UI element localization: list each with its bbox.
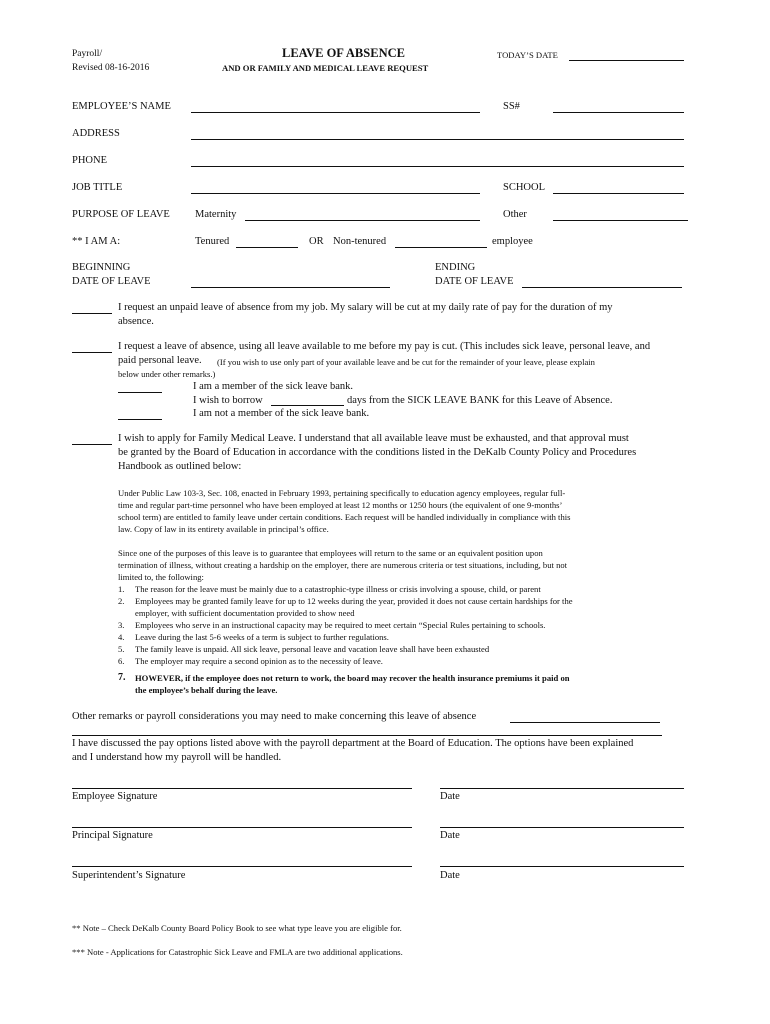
law-item-7-text-2: the employee’s behalf during the leave. bbox=[135, 685, 278, 695]
option-paid-note: (If you wish to use only part of your available leave and be cut for the remainder of your leave, please explain bbox=[217, 357, 595, 367]
law-item-num: 1. bbox=[118, 584, 125, 594]
tenured-field[interactable] bbox=[236, 247, 298, 248]
discussed-text: I have discussed the pay options listed above with the payroll department at the Board of Education. The options have been explained bbox=[72, 738, 634, 749]
law-item-text: The employer may require a second opinion as to the necessity of leave. bbox=[135, 656, 383, 666]
sick-bank-borrow-days-field[interactable] bbox=[271, 405, 344, 406]
law-item-num: 2. bbox=[118, 596, 125, 606]
i-am-a-label: ** I AM A: bbox=[72, 236, 121, 247]
tenured-label: Tenured bbox=[195, 236, 230, 247]
superintendent-date-line[interactable] bbox=[440, 866, 684, 867]
maternity-label: Maternity bbox=[195, 209, 237, 220]
law-para1-line1: Under Public Law 103-3, Sec. 108, enacted in February 1993, pertaining specifically to education agency employees, regular full- bbox=[118, 488, 566, 498]
other-label: Other bbox=[503, 209, 527, 220]
employee-signature-line[interactable] bbox=[72, 788, 412, 789]
ending-label: ENDING bbox=[435, 262, 476, 273]
principal-signature-label: Principal Signature bbox=[72, 830, 153, 841]
payroll-label: Payroll/ bbox=[72, 49, 103, 59]
law-item-num: 3. bbox=[118, 620, 125, 630]
superintendent-date-label: Date bbox=[440, 870, 460, 881]
law-para2-line2: termination of illness, without creating a hardship on the employer, there are numerous criteria or test situations, including, but not bbox=[118, 560, 568, 570]
option-unpaid-text: I request an unpaid leave of absence from my job. My salary will be cut at my daily rate of pay for the duration of my bbox=[118, 302, 613, 313]
law-para2-line3: limited to, the following: bbox=[118, 572, 204, 582]
employee-date-line[interactable] bbox=[440, 788, 684, 789]
sick-bank-borrow-post: days from the SICK LEAVE BANK for this Leave of Absence. bbox=[347, 395, 613, 406]
revised-date: Revised 08-16-2016 bbox=[72, 63, 150, 73]
principal-signature-line[interactable] bbox=[72, 827, 412, 828]
sick-bank-member-text: I am a member of the sick leave bank. bbox=[193, 381, 354, 392]
beginning-date-label: DATE OF LEAVE bbox=[72, 276, 151, 287]
option-fmla-text-3: Handbook as outlined below: bbox=[118, 461, 242, 472]
law-item-num: 5. bbox=[118, 644, 125, 654]
option-fmla-text-2: be granted by the Board of Education in accordance with the conditions listed in the DeKalb County Policy and Procedures bbox=[118, 447, 637, 458]
principal-date-line[interactable] bbox=[440, 827, 684, 828]
employee-label: employee bbox=[492, 236, 533, 247]
law-item-7-text: HOWEVER, if the employee does not return to work, the board may recover the health insurance premiums it paid on bbox=[135, 673, 570, 683]
employee-signature-label: Employee Signature bbox=[72, 791, 158, 802]
superintendent-signature-line[interactable] bbox=[72, 866, 412, 867]
employee-name-field[interactable] bbox=[191, 112, 480, 113]
job-title-label: JOB TITLE bbox=[72, 182, 123, 193]
other-remarks-field-2[interactable] bbox=[72, 735, 662, 736]
job-title-field[interactable] bbox=[191, 193, 480, 194]
address-label: ADDRESS bbox=[72, 128, 120, 139]
law-para2-line1: Since one of the purposes of this leave is to guarantee that employees will return to the same or an equivalent position upon bbox=[118, 548, 543, 558]
phone-label: PHONE bbox=[72, 155, 108, 166]
option-fmla-text: I wish to apply for Family Medical Leave. I understand that all available leave must be exhausted, and that approval must bbox=[118, 433, 629, 444]
law-item-text: employer, with sufficient documentation provided to show need bbox=[135, 608, 355, 618]
ss-label: SS# bbox=[503, 101, 520, 112]
sick-bank-not-member-text: I am not a member of the sick leave bank. bbox=[193, 408, 370, 419]
superintendent-signature-label: Superintendent’s Signature bbox=[72, 870, 186, 881]
address-field[interactable] bbox=[191, 139, 684, 140]
discussed-text-2: and I understand how my payroll will be handled. bbox=[72, 752, 282, 763]
option-fmla-checkline[interactable] bbox=[72, 444, 112, 445]
option-unpaid-text-2: absence. bbox=[118, 316, 154, 327]
employee-name-label: EMPLOYEE’S NAME bbox=[72, 101, 171, 112]
option-paid-text: I request a leave of absence, using all leave available to me before my pay is cut. (This includes sick leave, personal leave, and bbox=[118, 341, 651, 352]
beginning-label: BEGINNING bbox=[72, 262, 131, 273]
law-item-text: Employees who serve in an instructional capacity may be required to meet certain “Special Rules pertaining to schools. bbox=[135, 620, 546, 630]
law-item-num: 6. bbox=[118, 656, 125, 666]
option-paid-note-2: below under other remarks.) bbox=[118, 369, 216, 379]
school-field[interactable] bbox=[553, 193, 684, 194]
law-para1-line3: school term) are entitled to family leave under certain conditions. Each request will be handled individually in compliance with this bbox=[118, 512, 571, 522]
law-para1-line4: law. Copy of law in its entirety available in principal’s office. bbox=[118, 524, 329, 534]
form-title: LEAVE OF ABSENCE bbox=[282, 46, 405, 60]
option-paid-checkline[interactable] bbox=[72, 352, 112, 353]
purpose-label: PURPOSE OF LEAVE bbox=[72, 209, 170, 220]
law-item-text: Employees may be granted family leave for up to 12 weeks during the year, provided it does not cause certain hardships for the bbox=[135, 596, 573, 606]
maternity-field[interactable] bbox=[245, 220, 480, 221]
law-item-7-num: 7. bbox=[118, 672, 126, 683]
non-tenured-field[interactable] bbox=[395, 247, 487, 248]
principal-date-label: Date bbox=[440, 830, 460, 841]
note-1: ** Note – Check DeKalb County Board Policy Book to see what type leave you are eligible for. bbox=[72, 923, 402, 933]
ss-field[interactable] bbox=[553, 112, 684, 113]
todays-date-label: TODAY’S DATE bbox=[497, 50, 558, 60]
law-para1-line2: time and regular part-time personnel who have been employed at least 12 months or 1250 hours (the equivalent of one 9-months’ bbox=[118, 500, 563, 510]
law-item-text: Leave during the last 5-6 weeks of a term is subject to further regulations. bbox=[135, 632, 389, 642]
non-tenured-label: Non-tenured bbox=[333, 236, 387, 247]
ending-date-label: DATE OF LEAVE bbox=[435, 276, 514, 287]
note-2: *** Note - Applications for Catastrophic Sick Leave and FMLA are two additional applications. bbox=[72, 947, 403, 957]
option-paid-text-2: paid personal leave. bbox=[118, 355, 202, 366]
phone-field[interactable] bbox=[191, 166, 684, 167]
beginning-date-field[interactable] bbox=[191, 287, 390, 288]
sick-bank-borrow-pre: I wish to borrow bbox=[193, 395, 263, 406]
employee-date-label: Date bbox=[440, 791, 460, 802]
ending-date-field[interactable] bbox=[522, 287, 682, 288]
option-unpaid-checkline[interactable] bbox=[72, 313, 112, 314]
form-subtitle: AND OR FAMILY AND MEDICAL LEAVE REQUEST bbox=[222, 63, 429, 73]
law-item-text: The family leave is unpaid. All sick leave, personal leave and vacation leave shall have been exhausted bbox=[135, 644, 490, 654]
todays-date-field[interactable] bbox=[569, 60, 684, 61]
other-remarks-field[interactable] bbox=[510, 722, 660, 723]
law-item-text: The reason for the leave must be mainly due to a catastrophic-type illness or crisis involving a spouse, child, or parent bbox=[135, 584, 541, 594]
law-item-num: 4. bbox=[118, 632, 125, 642]
school-label: SCHOOL bbox=[503, 182, 546, 193]
or-label: OR bbox=[309, 236, 324, 247]
other-remarks-label: Other remarks or payroll considerations you may need to make concerning this leave of absence bbox=[72, 711, 477, 722]
sick-bank-member-checkline[interactable] bbox=[118, 392, 162, 393]
other-field[interactable] bbox=[553, 220, 688, 221]
sick-bank-not-member-checkline[interactable] bbox=[118, 419, 162, 420]
